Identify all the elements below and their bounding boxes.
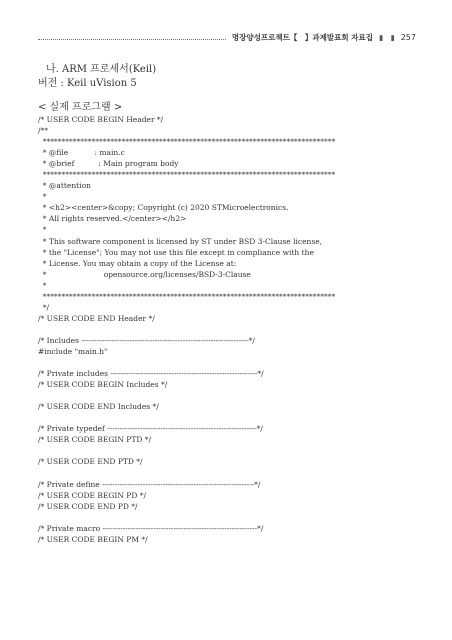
code-line: * @file : main.c bbox=[38, 148, 125, 158]
code-line: * opensource.org/licenses/BSD-3-Clause bbox=[38, 269, 251, 279]
code-line: /* USER CODE END PD */ bbox=[38, 501, 138, 511]
code-line: ****************************************************************************** bbox=[38, 170, 336, 180]
code-line bbox=[38, 445, 430, 456]
code-line: /* USER CODE END Includes */ bbox=[38, 402, 159, 412]
code-line: * the "License"; You may not use this file except in compliance with the bbox=[38, 247, 314, 257]
code-line: /* Private define ------------------------------------------------------------*/ bbox=[38, 479, 261, 489]
code-line: */ bbox=[38, 302, 50, 312]
code-line: /* USER CODE BEGIN Header */ bbox=[38, 115, 164, 124]
code-line: * This software component is licensed by ST under BSD 3-Clause license, bbox=[38, 236, 323, 246]
code-line: ****************************************************************************** bbox=[38, 137, 336, 147]
code-line bbox=[38, 390, 430, 401]
code-line: /* Includes ------------------------------------------------------------------*/ bbox=[38, 335, 255, 345]
leader-dots bbox=[38, 39, 226, 40]
code-line: * bbox=[38, 192, 47, 202]
code-line: * All rights reserved.</center></h2> bbox=[38, 214, 187, 224]
code-line: /* USER CODE END Header */ bbox=[38, 313, 155, 323]
code-line: * bbox=[38, 225, 47, 235]
code-line bbox=[38, 512, 430, 523]
code-line bbox=[38, 468, 430, 479]
code-line bbox=[38, 412, 430, 423]
page-header bbox=[38, 30, 416, 44]
code-line: /* USER CODE BEGIN PTD */ bbox=[38, 435, 151, 445]
code-line: /* Private typedef -----------------------------------------------------------*/ bbox=[38, 424, 263, 434]
code-line bbox=[38, 324, 430, 335]
page-number: 257 bbox=[400, 32, 416, 42]
code-line: /* Private includes ----------------------------------------------------------*/ bbox=[38, 369, 264, 379]
code-line: /** bbox=[38, 126, 49, 136]
code-line: /* Private macro -------------------------------------------------------------*/ bbox=[38, 523, 264, 533]
code-line: /* USER CODE END PTD */ bbox=[38, 457, 143, 467]
section-heading: 나. ARM 프로세서(Keil) bbox=[46, 64, 157, 75]
code-line: /* USER CODE BEGIN Includes */ bbox=[38, 380, 168, 390]
code-line: * <h2><center>&copy; Copyright (c) 2020 STMicroelectronics. bbox=[38, 203, 289, 213]
code-line: #include "main.h" bbox=[38, 346, 108, 356]
code-listing bbox=[38, 114, 430, 545]
code-line: * @brief : Main program body bbox=[38, 159, 179, 169]
code-line: * @attention bbox=[38, 181, 91, 191]
code-line: ****************************************************************************** bbox=[38, 291, 336, 301]
code-title: < 실제 프로그램 > bbox=[38, 102, 123, 113]
header-title: 명장양성프로젝트【 】과제발표회 자료집 bbox=[231, 32, 373, 42]
code-line: * License. You may obtain a copy of the License at: bbox=[38, 258, 237, 268]
version-line: 버전 : Keil uVision 5 bbox=[38, 78, 137, 89]
header-separator: ▮ ▮ bbox=[378, 32, 395, 42]
code-line: /* USER CODE BEGIN PD */ bbox=[38, 490, 146, 500]
code-line: * bbox=[38, 280, 47, 290]
code-line bbox=[38, 357, 430, 368]
code-line: /* USER CODE BEGIN PM */ bbox=[38, 534, 148, 544]
